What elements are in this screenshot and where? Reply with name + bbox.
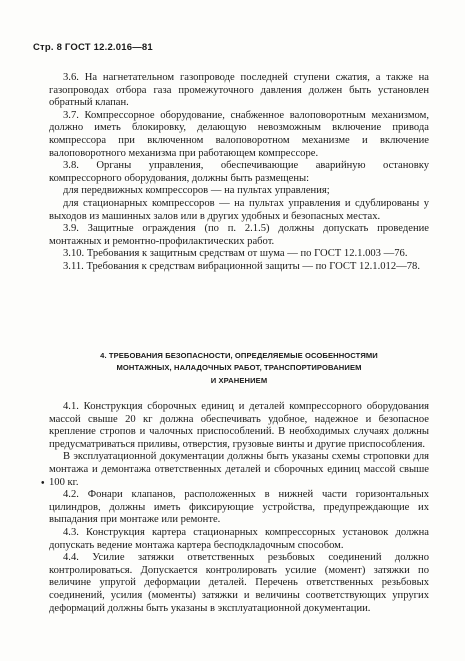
heading-line: 4. ТРЕБОВАНИЯ БЕЗОПАСНОСТИ, ОПРЕДЕЛЯЕМЫЕ ОСОБЕННОСТЯМИ	[100, 351, 378, 360]
paragraph-3-11: 3.11. Требования к средствам вибрационной защиты — по ГОСТ 12.1.012—78.	[63, 260, 420, 272]
paragraph-4-1: 4.1. Конструкция сборочных единиц и деталей компрессорного оборудования массой свыше 20 кг должна обеспечивать удобное, надежное и безопасное крепление стропов и чалочных приспособлений. В необходимых случаях должны предусматриваться приливы, отверстия, грузовые винты и другие приспособления.	[49, 401, 429, 450]
paragraph-3-9: 3.9. Защитные ограждения (по п. 2.1.5) должны допускать проведение монтажных и ремонтно-профилактических работ.	[49, 223, 429, 247]
paragraph-3-8-stationary: для стационарных компрессоров — на пультах управления и сдублированы у выходов из машинных залов или в других удобных и безопасных местах.	[49, 197, 429, 222]
section-3-text	[49, 72, 429, 274]
paragraph-4-4: 4.4. Усилие затяжки ответственных резьбовых соединений должно контролироваться. Допускается контролировать усилие (момент) затяжки по величине упругой деформации деталей. Перечень ответственных резьбовых соединений, усилия (моменты) затяжки и величины соответствующих упругих деформаций должны быть указаны в эксплуатационной документации.	[49, 552, 429, 614]
section-4-heading	[49, 350, 429, 387]
margin-mark: •	[41, 478, 45, 489]
paragraph-4-2: 4.2. Фонари клапанов, расположенных в нижней части горизонтальных цилиндров, должны иметь фиксирующие устройства, предупреждающие их выпадания при монтаже или ремонте.	[49, 489, 429, 526]
heading-line: МОНТАЖНЫХ, НАЛАДОЧНЫХ РАБОТ, ТРАНСПОРТИРОВАНИЕМ	[116, 363, 362, 373]
section-4-text	[49, 401, 429, 615]
paragraph-4-3: 4.3. Конструкция картера стационарных компрессорных установок должна допускать ведение монтажа картера бесподкладочным способом.	[49, 526, 429, 551]
paragraph-3-7: 3.7. Компрессорное оборудование, снабженное валоповоротным механизмом, должно иметь блокировку, делающую невозможным включение привода компрессора при включенном валоповоротном механизме и включение валоповоротного механизма при работающем компрессоре.	[49, 109, 429, 159]
paragraph-3-8-mobile: для передвижных компрессоров — на пультах управления;	[63, 185, 330, 197]
paragraph-3-10: 3.10. Требования к защитным средствам от шума — по ГОСТ 12.1.003 —76.	[63, 248, 408, 260]
paragraph-3-6: 3.6. На нагнетательном газопроводе последней ступени сжатия, а также на газопроводах отбора газа промежуточного давления должен быть установлен обратный клапан.	[49, 72, 429, 109]
page-header: Стр. 8 ГОСТ 12.2.016—81	[33, 42, 153, 53]
paragraph-3-8: 3.8. Органы управления, обеспечивающие аварийную остановку компрессорного оборудования, должны быть размещены:	[49, 160, 429, 184]
paragraph-4-1-docs: В эксплуатационной документации должны быть указаны схемы строповки для монтажа и демонтажа ответственных деталей и сборочных единиц массой свыше 100 кг.	[49, 451, 429, 488]
heading-line: И ХРАНЕНИЕМ	[210, 375, 268, 385]
